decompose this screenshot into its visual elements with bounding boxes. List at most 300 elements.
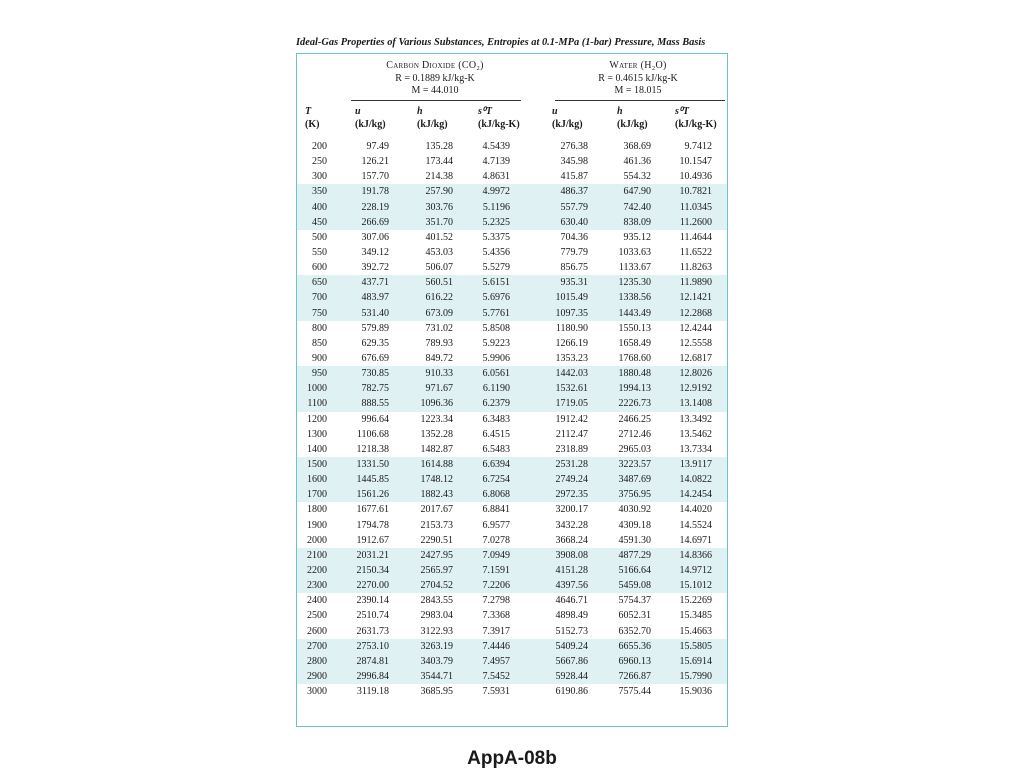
cell-h2o-s: 15.1012 [679, 580, 712, 592]
cell-co2-h: 2153.73 [420, 519, 453, 531]
cell-co2-s: 6.7254 [482, 474, 510, 486]
cell-co2-s: 6.0561 [482, 368, 510, 380]
cell-co2-s: 7.2206 [482, 580, 510, 592]
cell-temperature: 2600 [307, 625, 327, 637]
cell-h2o-h: 461.36 [623, 156, 651, 168]
cell-h2o-u: 276.38 [560, 141, 588, 152]
cell-temperature: 1100 [307, 398, 327, 410]
cell-h2o-s: 9.7412 [684, 141, 712, 152]
table-row [297, 245, 727, 260]
cell-co2-h: 2290.51 [420, 534, 453, 546]
cell-h2o-u: 4397.56 [555, 580, 588, 592]
cell-h2o-h: 647.90 [623, 186, 651, 198]
cell-co2-s: 5.4356 [482, 246, 510, 258]
table-title: Ideal-Gas Properties of Various Substances, Entropies at 0.1-MPa (1-bar) Pressure, Mass Basis [296, 37, 706, 48]
cell-co2-h: 910.33 [425, 368, 453, 380]
cell-h2o-u: 415.87 [560, 171, 588, 183]
cell-co2-h: 401.52 [425, 231, 453, 243]
table-row [297, 336, 727, 351]
table-row [297, 502, 727, 517]
cell-co2-h: 3544.71 [420, 670, 453, 682]
cell-temperature: 1200 [307, 413, 327, 425]
cell-temperature: 750 [312, 307, 327, 319]
table-row [297, 427, 727, 442]
cell-co2-u: 2031.21 [356, 549, 389, 561]
cell-co2-h: 257.90 [425, 186, 453, 198]
cell-h2o-h: 6960.13 [618, 655, 651, 667]
cell-h2o-h: 4591.30 [618, 534, 651, 546]
cell-h2o-s: 15.9036 [679, 686, 712, 698]
cell-h2o-u: 1532.61 [555, 383, 588, 395]
cell-co2-h: 214.38 [425, 171, 453, 183]
header-h2o-s: s⁰T (kJ/kg-K) [675, 106, 717, 130]
table-row [297, 593, 727, 608]
table-row [297, 230, 727, 245]
cell-h2o-h: 368.69 [623, 141, 651, 152]
cell-h2o-s: 14.0822 [679, 474, 712, 486]
cell-temperature: 500 [312, 231, 327, 243]
cell-h2o-u: 2318.89 [555, 443, 588, 455]
cell-temperature: 1400 [307, 443, 327, 455]
table-row [297, 548, 727, 563]
cell-temperature: 2700 [307, 640, 327, 652]
cell-h2o-h: 1768.60 [618, 352, 651, 364]
cell-h2o-h: 7575.44 [618, 686, 651, 698]
cell-co2-h: 453.03 [425, 246, 453, 258]
cell-co2-h: 1223.34 [420, 413, 453, 425]
cell-h2o-u: 5928.44 [555, 670, 588, 682]
cell-h2o-s: 15.3485 [679, 610, 712, 622]
cell-co2-h: 351.70 [425, 216, 453, 228]
cell-co2-u: 579.89 [361, 322, 389, 334]
table-row [297, 381, 727, 396]
cell-h2o-s: 15.6914 [679, 655, 712, 667]
cell-temperature: 2200 [307, 564, 327, 576]
cell-h2o-s: 13.5462 [679, 428, 712, 440]
cell-co2-h: 731.02 [425, 322, 453, 334]
cell-co2-u: 2996.84 [356, 670, 389, 682]
cell-h2o-s: 14.6971 [679, 534, 712, 546]
cell-co2-u: 307.06 [361, 231, 389, 243]
cell-temperature: 2400 [307, 595, 327, 607]
cell-co2-u: 996.64 [361, 413, 389, 425]
cell-h2o-u: 486.37 [560, 186, 588, 198]
cell-h2o-h: 1443.49 [618, 307, 651, 319]
cell-co2-u: 2631.73 [356, 625, 389, 637]
cell-h2o-s: 11.8263 [679, 262, 712, 274]
cell-co2-s: 6.8841 [482, 504, 510, 516]
cell-h2o-h: 935.12 [623, 231, 651, 243]
cell-temperature: 1300 [307, 428, 327, 440]
cell-h2o-u: 3432.28 [555, 519, 588, 531]
cell-h2o-u: 2531.28 [555, 458, 588, 470]
cell-temperature: 1500 [307, 458, 327, 470]
cell-co2-h: 3685.95 [420, 686, 453, 698]
cell-temperature: 300 [312, 171, 327, 183]
cell-co2-h: 2983.04 [420, 610, 453, 622]
cell-co2-s: 7.2798 [482, 595, 510, 607]
header-temperature: T (K) [305, 106, 320, 130]
table-row [297, 487, 727, 502]
h2o-name: Water (H₂O) [609, 60, 667, 71]
cell-h2o-h: 554.32 [623, 171, 651, 183]
cell-h2o-s: 12.5558 [679, 337, 712, 349]
cell-h2o-s: 14.4020 [679, 504, 712, 516]
cell-co2-s: 7.0278 [482, 534, 510, 546]
cell-h2o-u: 1180.90 [555, 322, 588, 334]
cell-h2o-s: 14.5524 [679, 519, 712, 531]
cell-co2-u: 2150.34 [356, 564, 389, 576]
cell-h2o-u: 1266.19 [555, 337, 588, 349]
table-body [297, 139, 727, 699]
cell-co2-s: 7.4446 [482, 640, 510, 652]
cell-h2o-h: 5754.37 [618, 595, 651, 607]
cell-co2-s: 7.4957 [482, 655, 510, 667]
cell-h2o-h: 838.09 [623, 216, 651, 228]
cell-h2o-s: 15.5805 [679, 640, 712, 652]
cell-h2o-u: 630.40 [560, 216, 588, 228]
cell-co2-u: 1912.67 [356, 534, 389, 546]
cell-h2o-s: 13.7334 [679, 443, 712, 455]
cell-h2o-s: 11.9890 [679, 277, 712, 289]
cell-co2-h: 135.28 [425, 141, 453, 152]
table-row [297, 457, 727, 472]
cell-temperature: 850 [312, 337, 327, 349]
table-row [297, 472, 727, 487]
cell-co2-s: 7.5931 [482, 686, 510, 698]
cell-co2-s: 6.4515 [482, 428, 510, 440]
cell-co2-u: 782.75 [361, 383, 389, 395]
cell-co2-s: 7.3368 [482, 610, 510, 622]
table-row [297, 412, 727, 427]
co2-name: Carbon Dioxide (CO₂) [386, 60, 484, 71]
cell-temperature: 2300 [307, 580, 327, 592]
cell-h2o-u: 5152.73 [555, 625, 588, 637]
cell-h2o-u: 1442.03 [555, 368, 588, 380]
cell-co2-h: 616.22 [425, 292, 453, 304]
cell-co2-h: 1748.12 [420, 474, 453, 486]
cell-temperature: 550 [312, 246, 327, 258]
table-row [297, 169, 727, 184]
cell-co2-h: 1096.36 [420, 398, 453, 410]
cell-co2-s: 4.7139 [482, 156, 510, 168]
cell-temperature: 1700 [307, 489, 327, 501]
cell-h2o-h: 3487.69 [618, 474, 651, 486]
table-row [297, 154, 727, 169]
cell-h2o-s: 11.4644 [679, 231, 712, 243]
cell-h2o-h: 5166.64 [618, 564, 651, 576]
table-row [297, 608, 727, 623]
cell-temperature: 2100 [307, 549, 327, 561]
cell-temperature: 650 [312, 277, 327, 289]
cell-co2-s: 7.1591 [482, 564, 510, 576]
cell-h2o-s: 12.4244 [679, 322, 712, 334]
cell-h2o-h: 7266.87 [618, 670, 651, 682]
table-row [297, 351, 727, 366]
cell-co2-u: 3119.18 [356, 686, 389, 698]
cell-co2-u: 228.19 [361, 201, 389, 213]
table-row [297, 563, 727, 578]
h2o-gas-constant: R = 0.4615 kJ/kg-K [598, 72, 678, 84]
cell-temperature: 800 [312, 322, 327, 334]
table-row [297, 290, 727, 305]
header-co2-u: u (kJ/kg) [355, 106, 386, 130]
cell-co2-s: 5.8508 [482, 322, 510, 334]
cell-h2o-u: 779.79 [560, 246, 588, 258]
cell-co2-h: 849.72 [425, 352, 453, 364]
table-row [297, 139, 727, 154]
cell-co2-h: 2843.55 [420, 595, 453, 607]
co2-header-rule [351, 100, 521, 101]
cell-co2-u: 888.55 [361, 398, 389, 410]
cell-co2-u: 1106.68 [356, 428, 389, 440]
table-row [297, 321, 727, 336]
co2-molar-mass: M = 44.010 [411, 85, 459, 96]
cell-co2-s: 6.9577 [482, 519, 510, 531]
cell-co2-h: 2565.97 [420, 564, 453, 576]
cell-co2-u: 126.21 [361, 156, 389, 168]
cell-h2o-h: 3756.95 [618, 489, 651, 501]
cell-h2o-u: 1912.42 [555, 413, 588, 425]
cell-temperature: 1600 [307, 474, 327, 486]
cell-h2o-s: 12.9192 [679, 383, 712, 395]
cell-co2-u: 1561.26 [356, 489, 389, 501]
cell-h2o-s: 10.4936 [679, 171, 712, 183]
cell-co2-h: 3263.19 [420, 640, 453, 652]
cell-co2-u: 349.12 [361, 246, 389, 258]
cell-temperature: 900 [312, 352, 327, 364]
cell-co2-u: 2510.74 [356, 610, 389, 622]
cell-h2o-h: 742.40 [623, 201, 651, 213]
cell-h2o-h: 5459.08 [618, 580, 651, 592]
cell-h2o-u: 2112.47 [555, 428, 588, 440]
cell-h2o-u: 2972.35 [555, 489, 588, 501]
h2o-header-rule [555, 100, 725, 101]
header-h2o-h: h (kJ/kg) [617, 106, 648, 130]
table-row [297, 442, 727, 457]
cell-h2o-h: 1550.13 [618, 322, 651, 334]
table-row [297, 518, 727, 533]
cell-temperature: 2500 [307, 610, 327, 622]
cell-co2-u: 2753.10 [356, 640, 389, 652]
cell-h2o-h: 2712.46 [618, 428, 651, 440]
table-row [297, 654, 727, 669]
cell-co2-h: 1614.88 [420, 458, 453, 470]
cell-co2-s: 7.3917 [482, 625, 510, 637]
cell-co2-u: 2390.14 [356, 595, 389, 607]
cell-temperature: 1800 [307, 504, 327, 516]
cell-temperature: 600 [312, 262, 327, 274]
cell-co2-h: 3403.79 [420, 655, 453, 667]
cell-h2o-s: 11.6522 [679, 246, 712, 258]
cell-temperature: 3000 [307, 686, 327, 698]
cell-h2o-s: 12.2868 [679, 307, 712, 319]
cell-h2o-s: 15.7990 [679, 670, 712, 682]
cell-co2-u: 266.69 [361, 216, 389, 228]
cell-h2o-h: 4309.18 [618, 519, 651, 531]
cell-co2-u: 483.97 [361, 292, 389, 304]
cell-co2-h: 2017.67 [420, 504, 453, 516]
cell-h2o-u: 5409.24 [555, 640, 588, 652]
cell-co2-u: 97.49 [366, 141, 389, 152]
cell-h2o-s: 15.4663 [679, 625, 712, 637]
cell-co2-h: 1482.87 [420, 443, 453, 455]
cell-h2o-h: 6352.70 [618, 625, 651, 637]
table-row [297, 639, 727, 654]
table-row [297, 275, 727, 290]
cell-temperature: 2800 [307, 655, 327, 667]
table-row [297, 684, 727, 699]
cell-h2o-u: 4898.49 [555, 610, 588, 622]
cell-h2o-s: 14.9712 [679, 564, 712, 576]
cell-h2o-h: 4877.29 [618, 549, 651, 561]
cell-h2o-h: 1338.56 [618, 292, 651, 304]
cell-temperature: 950 [312, 368, 327, 380]
cell-co2-h: 1352.28 [420, 428, 453, 440]
table-row [297, 396, 727, 411]
cell-temperature: 250 [312, 156, 327, 168]
cell-co2-u: 629.35 [361, 337, 389, 349]
cell-temperature: 200 [312, 141, 327, 152]
table-row [297, 260, 727, 275]
cell-h2o-h: 2226.73 [618, 398, 651, 410]
cell-h2o-h: 1880.48 [618, 368, 651, 380]
cell-co2-u: 191.78 [361, 186, 389, 198]
cell-h2o-s: 10.1547 [679, 156, 712, 168]
cell-co2-u: 2270.00 [356, 580, 389, 592]
cell-co2-h: 2704.52 [420, 580, 453, 592]
table-row [297, 306, 727, 321]
co2-gas-constant: R = 0.1889 kJ/kg-K [395, 72, 475, 84]
cell-co2-u: 1677.61 [356, 504, 389, 516]
cell-temperature: 1900 [307, 519, 327, 531]
cell-temperature: 400 [312, 201, 327, 213]
cell-co2-s: 5.6151 [482, 277, 510, 289]
cell-co2-h: 2427.95 [420, 549, 453, 561]
slide-footer-label: AppA-08b [467, 748, 557, 769]
cell-co2-s: 6.1190 [482, 383, 510, 395]
cell-co2-u: 730.85 [361, 368, 389, 380]
cell-co2-s: 6.5483 [482, 443, 510, 455]
cell-h2o-h: 4030.92 [618, 504, 651, 516]
cell-h2o-u: 1719.05 [555, 398, 588, 410]
co2-group-header [349, 60, 521, 98]
cell-co2-u: 392.72 [361, 262, 389, 274]
cell-co2-s: 5.5279 [482, 262, 510, 274]
cell-temperature: 2900 [307, 670, 327, 682]
cell-co2-s: 5.3375 [482, 231, 510, 243]
cell-temperature: 350 [312, 186, 327, 198]
property-table [296, 53, 728, 727]
table-row [297, 366, 727, 381]
cell-co2-s: 5.9223 [482, 337, 510, 349]
table-row [297, 200, 727, 215]
cell-co2-h: 560.51 [425, 277, 453, 289]
cell-h2o-h: 1133.67 [618, 262, 651, 274]
cell-h2o-h: 1658.49 [618, 337, 651, 349]
header-h2o-u: u (kJ/kg) [552, 106, 583, 130]
cell-co2-u: 676.69 [361, 352, 389, 364]
cell-h2o-s: 14.2454 [679, 489, 712, 501]
cell-co2-h: 1882.43 [420, 489, 453, 501]
table-row [297, 533, 727, 548]
cell-co2-s: 6.2379 [482, 398, 510, 410]
cell-h2o-u: 345.98 [560, 156, 588, 168]
cell-co2-s: 4.5439 [482, 141, 510, 152]
cell-h2o-s: 13.9117 [679, 458, 712, 470]
cell-h2o-u: 4646.71 [555, 595, 588, 607]
cell-h2o-h: 2466.25 [618, 413, 651, 425]
table-row [297, 624, 727, 639]
cell-h2o-u: 3668.24 [555, 534, 588, 546]
cell-co2-s: 5.6976 [482, 292, 510, 304]
cell-h2o-u: 2749.24 [555, 474, 588, 486]
cell-h2o-s: 12.6817 [679, 352, 712, 364]
cell-co2-s: 4.9972 [482, 186, 510, 198]
table-row [297, 215, 727, 230]
cell-co2-h: 3122.93 [420, 625, 453, 637]
cell-h2o-h: 1235.30 [618, 277, 651, 289]
cell-h2o-u: 557.79 [560, 201, 588, 213]
cell-co2-u: 2874.81 [356, 655, 389, 667]
cell-temperature: 2000 [307, 534, 327, 546]
cell-temperature: 1000 [307, 383, 327, 395]
cell-h2o-s: 10.7821 [679, 186, 712, 198]
cell-h2o-s: 12.8026 [679, 368, 712, 380]
cell-h2o-s: 11.0345 [679, 201, 712, 213]
cell-co2-s: 5.9906 [482, 352, 510, 364]
cell-h2o-s: 15.2269 [679, 595, 712, 607]
h2o-molar-mass: M = 18.015 [614, 85, 662, 96]
cell-co2-h: 971.67 [425, 383, 453, 395]
cell-h2o-u: 3908.08 [555, 549, 588, 561]
cell-co2-s: 4.8631 [482, 171, 510, 183]
cell-co2-h: 173.44 [425, 156, 453, 168]
cell-co2-h: 506.07 [425, 262, 453, 274]
cell-co2-s: 7.0949 [482, 549, 510, 561]
cell-h2o-s: 14.8366 [679, 549, 712, 561]
cell-co2-s: 6.8068 [482, 489, 510, 501]
cell-h2o-u: 935.31 [560, 277, 588, 289]
cell-h2o-s: 12.1421 [679, 292, 712, 304]
cell-h2o-h: 6052.31 [618, 610, 651, 622]
cell-h2o-u: 4151.28 [555, 564, 588, 576]
cell-h2o-u: 1353.23 [555, 352, 588, 364]
cell-h2o-u: 1015.49 [555, 292, 588, 304]
cell-co2-s: 5.2325 [482, 216, 510, 228]
cell-h2o-h: 1994.13 [618, 383, 651, 395]
cell-co2-u: 1218.38 [356, 443, 389, 455]
cell-co2-h: 303.76 [425, 201, 453, 213]
cell-co2-u: 1794.78 [356, 519, 389, 531]
h2o-group-header [553, 60, 723, 98]
cell-h2o-h: 3223.57 [618, 458, 651, 470]
cell-h2o-u: 3200.17 [555, 504, 588, 516]
cell-h2o-s: 13.1408 [679, 398, 712, 410]
table-row [297, 578, 727, 593]
header-co2-h: h (kJ/kg) [417, 106, 448, 130]
cell-co2-h: 789.93 [425, 337, 453, 349]
cell-co2-u: 157.70 [361, 171, 389, 183]
cell-co2-u: 531.40 [361, 307, 389, 319]
cell-h2o-s: 13.3492 [679, 413, 712, 425]
cell-h2o-u: 704.36 [560, 231, 588, 243]
cell-h2o-s: 11.2600 [679, 216, 712, 228]
cell-h2o-h: 2965.03 [618, 443, 651, 455]
cell-h2o-h: 6655.36 [618, 640, 651, 652]
cell-co2-u: 437.71 [361, 277, 389, 289]
header-co2-s: s⁰T (kJ/kg-K) [478, 106, 520, 130]
